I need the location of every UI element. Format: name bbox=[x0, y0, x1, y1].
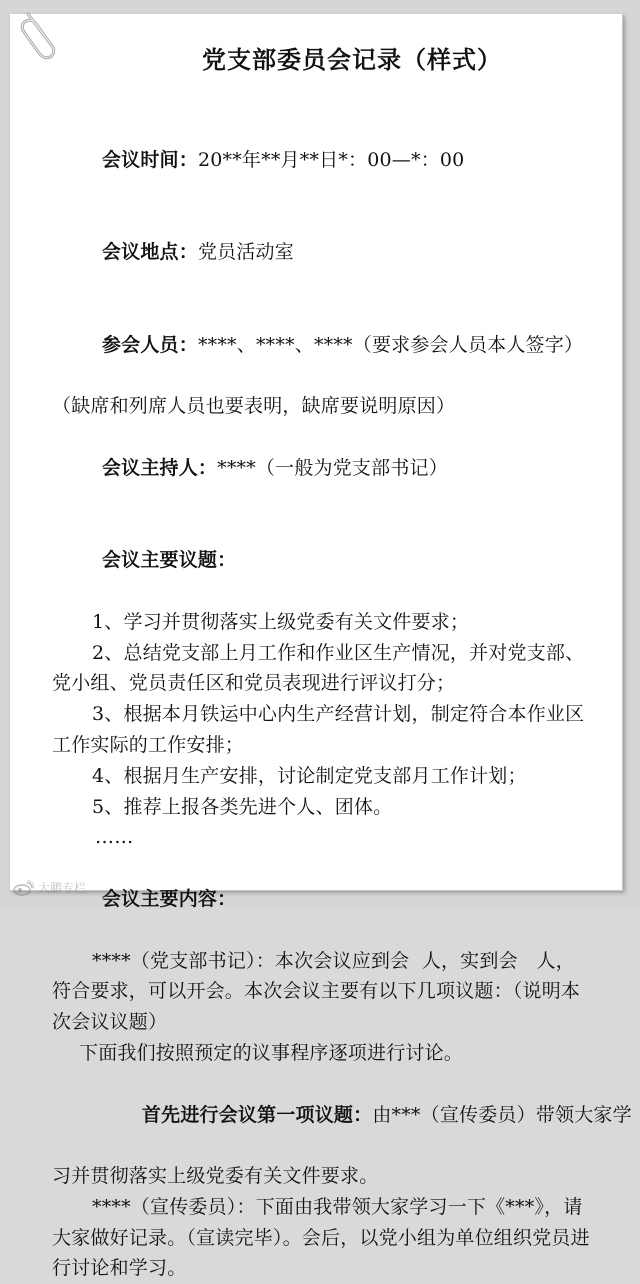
meeting-time-value: 20**年**月**日*：00—*：00 bbox=[197, 148, 465, 171]
agenda-item: 1、学习并贯彻落实上级党委有关文件要求； bbox=[92, 610, 470, 633]
content-paragraph-line: 行讨论和学习。 bbox=[52, 1257, 187, 1280]
agenda-heading-line bbox=[52, 514, 617, 606]
paperclip-icon bbox=[18, 10, 66, 62]
agenda-item-continuation: 党小组、党员责任区和党员表现进行评议打分； bbox=[52, 672, 456, 695]
content-heading: 会议主要内容： bbox=[101, 887, 237, 910]
weibo-icon bbox=[12, 880, 34, 896]
host-line bbox=[52, 422, 617, 514]
meeting-place-value: 党员活动室 bbox=[197, 241, 294, 264]
meeting-place-line bbox=[52, 206, 617, 298]
first-agenda-label: 首先进行会议第一项议题： bbox=[141, 1103, 373, 1126]
host-value: ****（一般为党支部书记） bbox=[217, 456, 448, 479]
content-paragraph-line: 大家做好记录。（宣读完毕）。会后，以党小组为单位组织党员进 bbox=[52, 1226, 590, 1249]
agenda-item: 3、根据本月铁运中心内生产经营计划，制定符合本作业区 bbox=[92, 703, 585, 726]
meeting-record-document bbox=[52, 44, 632, 1284]
meeting-place-label: 会议地点： bbox=[101, 241, 198, 264]
content-paragraph-line: ****（宣传委员）：下面由我带领大家学习一下《***》，请 bbox=[92, 1195, 583, 1218]
watermark-text: 大鹏专栏 bbox=[38, 881, 87, 895]
attendees-line bbox=[52, 299, 617, 391]
meeting-time-label: 会议时间： bbox=[101, 148, 198, 171]
paper-sheet bbox=[10, 14, 632, 1280]
agenda-item: 4、根据月生产安排，讨论制定党支部月工作计划； bbox=[92, 764, 527, 787]
agenda-item: 2、总结党支部上月工作和作业区生产情况，并对党支部、 bbox=[92, 641, 585, 664]
content-paragraph-line: 习并贯彻落实上级党委有关文件要求。 bbox=[52, 1165, 379, 1188]
content-paragraph-line: ****（党支部书记）：本次会议应到会 人，实到会 人， bbox=[92, 949, 575, 972]
agenda-item: 5、推荐上报各类先进个人、团体。 bbox=[92, 795, 393, 818]
attendees-value: ****、****、****（要求参会人员本人签字） bbox=[197, 333, 584, 356]
content-heading-line bbox=[52, 853, 617, 945]
content-paragraph-line: 次会议议题） bbox=[52, 1011, 168, 1034]
content-paragraph-line: 下面我们按照预定的议事程序逐项进行讨论。 bbox=[79, 1041, 464, 1064]
agenda-heading: 会议主要议题： bbox=[101, 549, 237, 572]
source-watermark bbox=[12, 880, 86, 896]
first-agenda-value: 由***（宣传委员）带领大家学 bbox=[372, 1103, 632, 1126]
agenda-item-continuation: 工作实际的工作安排； bbox=[52, 733, 245, 756]
host-label: 会议主持人： bbox=[101, 456, 218, 479]
attendance-note: （缺席和列席人员也要表明，缺席要说明原因） bbox=[52, 395, 456, 418]
agenda-ellipsis: …… bbox=[95, 826, 134, 849]
content-paragraph-line: 符合要求，可以开会。本次会议主要有以下几项议题：（说明本 bbox=[52, 980, 581, 1003]
meeting-time-line bbox=[52, 114, 617, 206]
document-title: 党支部委员会记录（样式） bbox=[202, 46, 502, 74]
attendees-label: 参会人员： bbox=[101, 333, 198, 356]
first-agenda-line bbox=[52, 1069, 632, 1161]
